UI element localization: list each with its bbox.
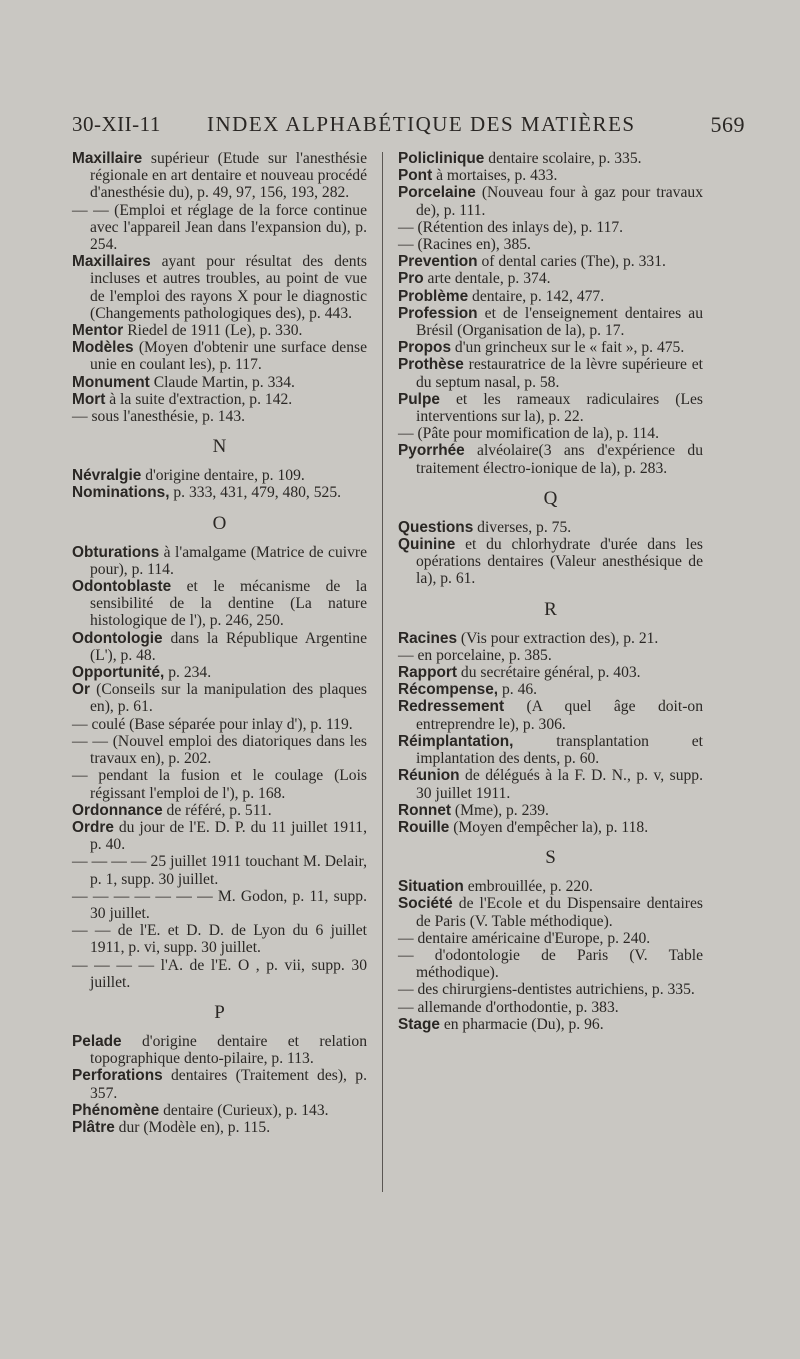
entry-heading: Pro bbox=[398, 270, 424, 288]
entry-text: — — (Nouvel emploi des diatoriques dans les travaux en), p. 202. bbox=[72, 732, 367, 768]
index-entry bbox=[72, 819, 367, 853]
index-entry bbox=[398, 356, 703, 390]
entry-text: p. 46. bbox=[498, 681, 538, 699]
index-entry bbox=[72, 733, 367, 767]
index-entry bbox=[72, 1102, 367, 1119]
entry-heading: Mentor bbox=[72, 322, 124, 340]
entry-text: à mortaises, p. 433. bbox=[432, 167, 558, 185]
index-entry bbox=[398, 664, 703, 681]
entry-text: Claude Martin, p. 334. bbox=[149, 373, 295, 391]
entry-text: p. 333, 431, 479, 480, 525. bbox=[169, 484, 342, 502]
index-entry bbox=[398, 442, 703, 476]
section-letter: N bbox=[212, 436, 227, 458]
entry-text: p. 234. bbox=[164, 664, 212, 682]
entry-text: du jour de l'E. D. P. du 11 juillet 1911, p. 40. bbox=[90, 818, 367, 854]
entry-text: of dental caries (The), p. 331. bbox=[477, 253, 666, 271]
index-entry bbox=[398, 981, 703, 998]
entry-text: — (Racines en), 385. bbox=[398, 236, 531, 254]
index-entry bbox=[398, 819, 703, 836]
index-entry bbox=[398, 288, 703, 305]
entry-heading: Questions bbox=[398, 518, 474, 536]
entry-text: — — — — 25 juillet 1911 touchant M. Delair, p. 1, supp. 30 juillet. bbox=[72, 853, 367, 888]
entry-text: d'origine dentaire et relation topographique dento-pilaire, p. 113. bbox=[90, 1032, 367, 1068]
index-entry bbox=[398, 167, 703, 184]
entry-text: — — — — — — — M. Godon, p. 11, supp. 30 juillet. bbox=[72, 887, 367, 922]
entry-text: (Moyen d'empêcher la), p. 118. bbox=[449, 818, 649, 836]
entry-text: ayant pour résultat des dents incluses et autres troubles, au point de vue de l'emploi des rayons X pour le diagnostic (Changements pathologiques des), p. 443. bbox=[90, 253, 367, 322]
index-entry bbox=[72, 922, 367, 956]
index-entry bbox=[398, 236, 703, 253]
column-divider bbox=[382, 152, 383, 1192]
entry-heading: Rouille bbox=[398, 818, 450, 836]
entry-heading: Quinine bbox=[398, 536, 456, 554]
index-entry bbox=[72, 484, 367, 501]
index-entry bbox=[398, 425, 703, 442]
entry-text: — — — — l'A. de l'E. O , p. vii, supp. 30 juillet. bbox=[72, 956, 367, 991]
entry-text: (Vis pour extraction des), p. 21. bbox=[457, 629, 659, 647]
index-entry bbox=[398, 1016, 703, 1033]
entry-text: et le mécanisme de la sensibilité de la dentine (La nature histologique de l'), p. 246, 250. bbox=[90, 578, 367, 630]
entry-text: (Mme), p. 239. bbox=[451, 801, 549, 819]
entry-text: — — de l'E. et D. D. de Lyon du 6 juillet 1911, p. vi, supp. 30 juillet. bbox=[72, 922, 367, 957]
index-entry bbox=[398, 647, 703, 664]
index-entry bbox=[398, 391, 703, 425]
entry-heading: Mort bbox=[72, 390, 106, 408]
index-entry bbox=[398, 947, 703, 981]
entry-heading: Pelade bbox=[72, 1032, 122, 1050]
entry-text: et du chlorhydrate d'urée dans les opérations dentaires (Valeur anesthésique de la), p. 61. bbox=[416, 536, 703, 588]
header-title: INDEX ALPHABÉTIQUE DES MATIÈRES bbox=[207, 112, 636, 136]
index-entry bbox=[398, 253, 703, 270]
entry-heading: Racines bbox=[398, 629, 458, 647]
entry-text: — — (Emploi et réglage de la force continue avec l'appareil Jean dans l'expansion du), p. 254. bbox=[72, 201, 367, 254]
index-entry bbox=[398, 519, 703, 536]
index-entry bbox=[398, 339, 703, 356]
entry-text: — (Pâte pour momification de la), p. 114. bbox=[398, 425, 659, 443]
running-header bbox=[72, 112, 745, 142]
right-column bbox=[398, 150, 703, 1033]
entry-heading: Ordonnance bbox=[72, 801, 163, 819]
entry-text: (Moyen d'obtenir une surface dense unie en coulant les), p. 117. bbox=[90, 339, 367, 374]
index-entry bbox=[398, 630, 703, 647]
entry-heading: Pont bbox=[398, 167, 433, 185]
entry-heading: Rapport bbox=[398, 664, 457, 682]
entry-heading: Phénomène bbox=[72, 1101, 160, 1119]
entry-text: supérieur (Etude sur l'anesthésie régionale en art dentaire et nouveau procédé d'anesthésie du), p. 49, 97, 156, 193, 282. bbox=[90, 150, 367, 202]
left-column bbox=[72, 150, 367, 1136]
index-entry bbox=[398, 305, 703, 339]
header-date: 30-XII-11 bbox=[72, 112, 161, 136]
index-entry bbox=[72, 802, 367, 819]
entry-text: alvéolaire(3 ans d'expérience du traitement électro-ionique de la), p. 283. bbox=[416, 442, 703, 477]
entry-text: et de l'enseignement dentaires au Brésil (Organisation de la), p. 17. bbox=[416, 304, 703, 340]
entry-heading: Obturations bbox=[72, 543, 160, 561]
index-entry bbox=[398, 681, 703, 698]
entry-heading: Situation bbox=[398, 878, 464, 896]
entry-heading: Névralgie bbox=[72, 467, 142, 485]
index-entry bbox=[398, 270, 703, 287]
entry-text: (Nouveau four à gaz pour travaux de), p. 111. bbox=[416, 184, 703, 219]
index-entry bbox=[72, 339, 367, 373]
entry-text: de référé, p. 511. bbox=[162, 801, 272, 819]
index-entry bbox=[72, 202, 367, 254]
entry-text: de délégués à la F. D. N., p. v, supp. 30 juillet 1911. bbox=[416, 767, 703, 802]
index-entry bbox=[398, 536, 703, 588]
index-entry bbox=[72, 467, 367, 484]
entry-text: — pendant la fusion et le coulage (Lois régissant l'emploi de l'), p. 168. bbox=[72, 767, 367, 802]
entry-heading: Profession bbox=[398, 304, 478, 322]
entry-text: à la suite d'extraction, p. 142. bbox=[105, 390, 293, 408]
index-entry bbox=[72, 716, 367, 733]
index-entry bbox=[72, 888, 367, 922]
entry-text: arte dentale, p. 374. bbox=[423, 270, 551, 288]
entry-text: — d'odontologie de Paris (V. Table méthodique). bbox=[398, 946, 703, 982]
entry-heading: Perforations bbox=[72, 1067, 163, 1085]
entry-text: en pharmacie (Du), p. 96. bbox=[439, 1015, 604, 1033]
index-entry bbox=[72, 578, 367, 630]
entry-heading: Pyorrhée bbox=[398, 442, 465, 460]
index-entry bbox=[72, 544, 367, 578]
entry-text: — allemande d'orthodontie, p. 383. bbox=[398, 998, 619, 1016]
index-entry bbox=[72, 391, 367, 408]
index-entry bbox=[72, 630, 367, 664]
entry-heading: Ronnet bbox=[398, 801, 452, 819]
entry-text: dentaire (Curieux), p. 143. bbox=[159, 1101, 329, 1119]
entry-text: (Conseils sur la manipulation des plaques en), p. 61. bbox=[89, 681, 367, 716]
entry-text: diverses, p. 75. bbox=[473, 518, 572, 536]
index-entry bbox=[398, 930, 703, 947]
index-entry bbox=[72, 253, 367, 322]
index-entry bbox=[72, 853, 367, 887]
entry-text: à l'amalgame (Matrice de cuivre pour), p. 114. bbox=[90, 543, 367, 578]
entry-heading: Porcelaine bbox=[398, 184, 476, 202]
entry-heading: Réunion bbox=[398, 767, 460, 785]
index-entry bbox=[398, 767, 703, 801]
entry-text: du secrétaire général, p. 403. bbox=[457, 664, 641, 682]
index-entry bbox=[72, 322, 367, 339]
index-entry bbox=[398, 878, 703, 895]
entry-heading: Propos bbox=[398, 339, 452, 357]
entry-text: Riedel de 1911 (Le), p. 330. bbox=[123, 322, 303, 340]
page-number: 569 bbox=[710, 112, 745, 137]
index-entry bbox=[72, 957, 367, 991]
section-letter: P bbox=[214, 1001, 225, 1023]
entry-text: restauratrice de la lèvre supérieure et du septum nasal, p. 58. bbox=[416, 356, 703, 391]
section-letter: Q bbox=[543, 487, 558, 509]
entry-heading: Stage bbox=[398, 1015, 440, 1033]
entry-text: d'origine dentaire, p. 109. bbox=[141, 467, 305, 485]
index-entry bbox=[398, 698, 703, 732]
entry-heading: Pulpe bbox=[398, 390, 440, 408]
entry-text: (A quel âge doit-on entreprendre le), p. 306. bbox=[416, 698, 703, 733]
entry-heading: Opportunité, bbox=[72, 664, 165, 682]
index-entry bbox=[72, 1119, 367, 1136]
index-entry bbox=[398, 150, 703, 167]
index-entry bbox=[72, 681, 367, 715]
entry-heading: Prothèse bbox=[398, 356, 464, 374]
entry-heading: Ordre bbox=[72, 818, 114, 836]
entry-heading: Or bbox=[72, 681, 90, 699]
index-entry bbox=[72, 1067, 367, 1101]
entry-text: d'un grincheux sur le « fait », p. 475. bbox=[451, 339, 685, 357]
entry-text: dentaires (Traitement des), p. 357. bbox=[90, 1067, 367, 1102]
entry-heading: Récompense, bbox=[398, 681, 499, 699]
entry-text: — dentaire américaine d'Europe, p. 240. bbox=[398, 929, 651, 947]
entry-text: et les rameaux radiculaires (Les interventions sur la), p. 22. bbox=[416, 390, 703, 426]
index-entry bbox=[398, 999, 703, 1016]
entry-text: — coulé (Base séparée pour inlay d'), p. 119. bbox=[72, 715, 353, 733]
entry-heading: Odontologie bbox=[72, 629, 163, 647]
section-letter: O bbox=[212, 512, 227, 534]
entry-text: — sous l'anesthésie, p. 143. bbox=[72, 408, 246, 426]
entry-heading: Maxillaire bbox=[72, 150, 143, 167]
entry-heading: Prevention bbox=[398, 253, 478, 271]
entry-heading: Réimplantation, bbox=[398, 732, 514, 750]
entry-heading: Plâtre bbox=[72, 1118, 115, 1136]
entry-heading: Policlinique bbox=[398, 150, 485, 167]
entry-text: — (Rétention des inlays de), p. 117. bbox=[398, 218, 624, 236]
entry-heading: Société bbox=[398, 895, 453, 913]
index-entry bbox=[398, 184, 703, 218]
section-letter: R bbox=[544, 598, 557, 620]
index-entry bbox=[398, 219, 703, 236]
entry-heading: Maxillaires bbox=[72, 253, 151, 271]
entry-heading: Nominations, bbox=[72, 484, 170, 502]
index-entry bbox=[72, 374, 367, 391]
index-entry bbox=[72, 408, 367, 425]
index-entry bbox=[72, 664, 367, 681]
index-entry bbox=[72, 767, 367, 801]
entry-text: embrouillée, p. 220. bbox=[463, 878, 593, 896]
entry-text: dentaire, p. 142, 477. bbox=[468, 287, 605, 305]
index-entry bbox=[72, 150, 367, 202]
entry-text: — des chirurgiens-dentistes autrichiens, p. 335. bbox=[398, 981, 695, 999]
entry-text: de l'Ecole et du Dispensaire dentaires de Paris (V. Table méthodique). bbox=[416, 895, 703, 930]
entry-heading: Modèles bbox=[72, 339, 134, 357]
entry-heading: Monument bbox=[72, 373, 150, 391]
index-entry bbox=[398, 733, 703, 767]
index-entry bbox=[398, 802, 703, 819]
entry-heading: Odontoblaste bbox=[72, 578, 172, 596]
index-entry bbox=[72, 1033, 367, 1067]
entry-heading: Redressement bbox=[398, 698, 505, 716]
index-entry bbox=[398, 895, 703, 929]
entry-text: — en porcelaine, p. 385. bbox=[398, 646, 552, 664]
entry-text: dans la République Argentine (L'), p. 48. bbox=[90, 629, 367, 664]
entry-heading: Problème bbox=[398, 287, 469, 305]
entry-text: dentaire scolaire, p. 335. bbox=[484, 150, 642, 167]
section-letter: S bbox=[545, 847, 556, 869]
entry-text: transplantation et implantation des dents, p. 60. bbox=[416, 732, 703, 768]
entry-text: dur (Modèle en), p. 115. bbox=[114, 1118, 271, 1136]
